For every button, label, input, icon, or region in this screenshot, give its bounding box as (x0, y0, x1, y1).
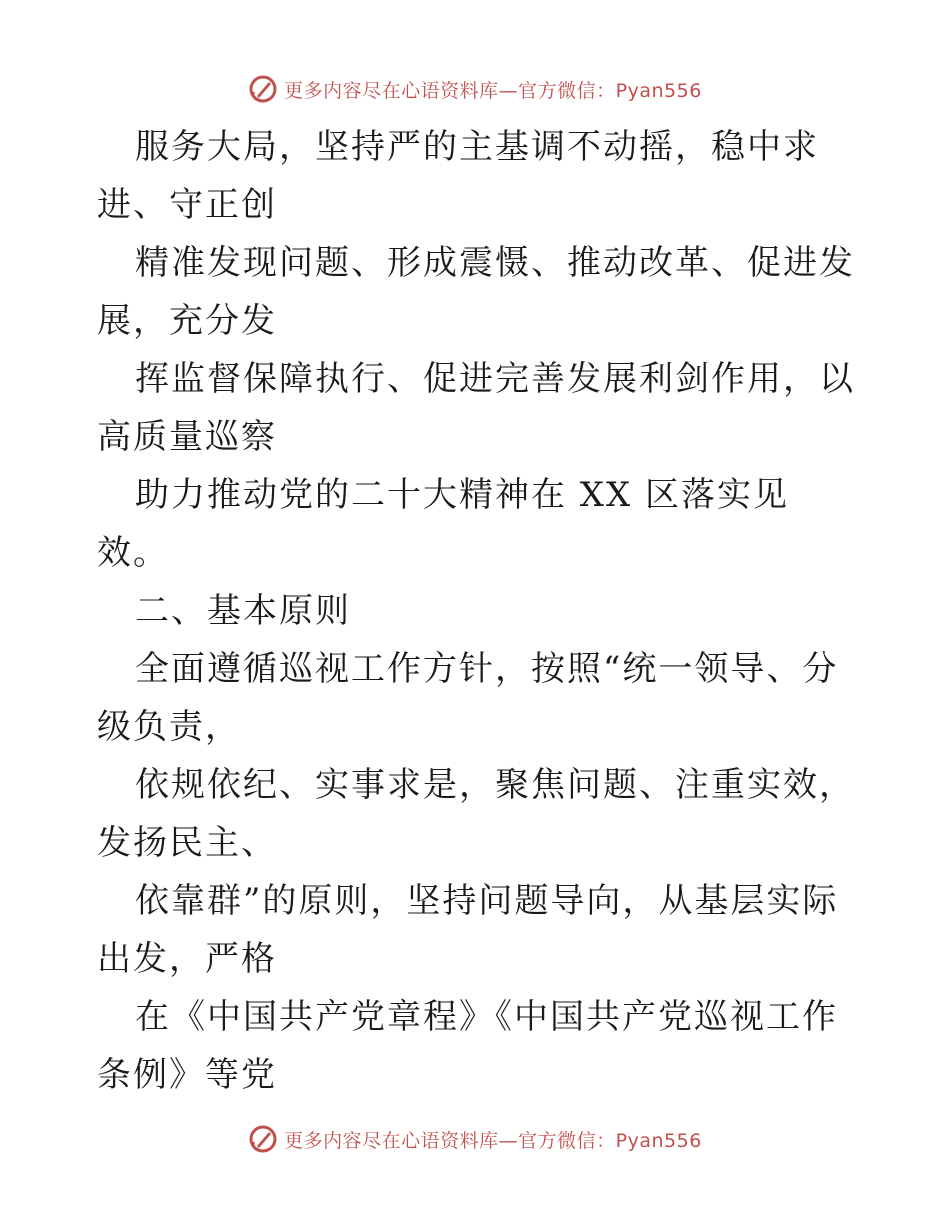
footer-watermark (0, 1124, 950, 1154)
paragraph: 挥监督保障执行、促进完善发展利剑作用，以高质量巡察 (97, 359, 855, 457)
paragraph: 助力推动党的二十大精神在 XX 区落实见效。 (97, 475, 790, 573)
paragraph: 精准发现问题、形成震慑、推动改革、促进发展，充分发 (97, 243, 855, 341)
paragraph: 服务大局，坚持严的主基调不动摇，稳中求进、守正创 (97, 127, 819, 225)
quill-logo-icon (248, 74, 278, 104)
header-watermark (0, 74, 950, 104)
paragraph: 依规依纪、实事求是，聚焦问题、注重实效，发扬民主、 (97, 765, 855, 863)
paragraph: 在《中国共产党章程》《中国共产党巡视工作条例》等党 (97, 997, 838, 1095)
watermark-text: 更多内容尽在心语资料库—官方微信：Pyan556 (284, 1129, 702, 1152)
quill-logo-icon (248, 1124, 278, 1154)
document-body (97, 118, 857, 1104)
watermark-text: 更多内容尽在心语资料库—官方微信：Pyan556 (284, 79, 702, 102)
paragraph: 依靠群”的原则，坚持问题导向，从基层实际出发，严格 (97, 881, 839, 979)
paragraph: 全面遵循巡视工作方针，按照“统一领导、分级负责， (97, 649, 839, 747)
section-heading: 二、基本原则 (135, 591, 351, 631)
